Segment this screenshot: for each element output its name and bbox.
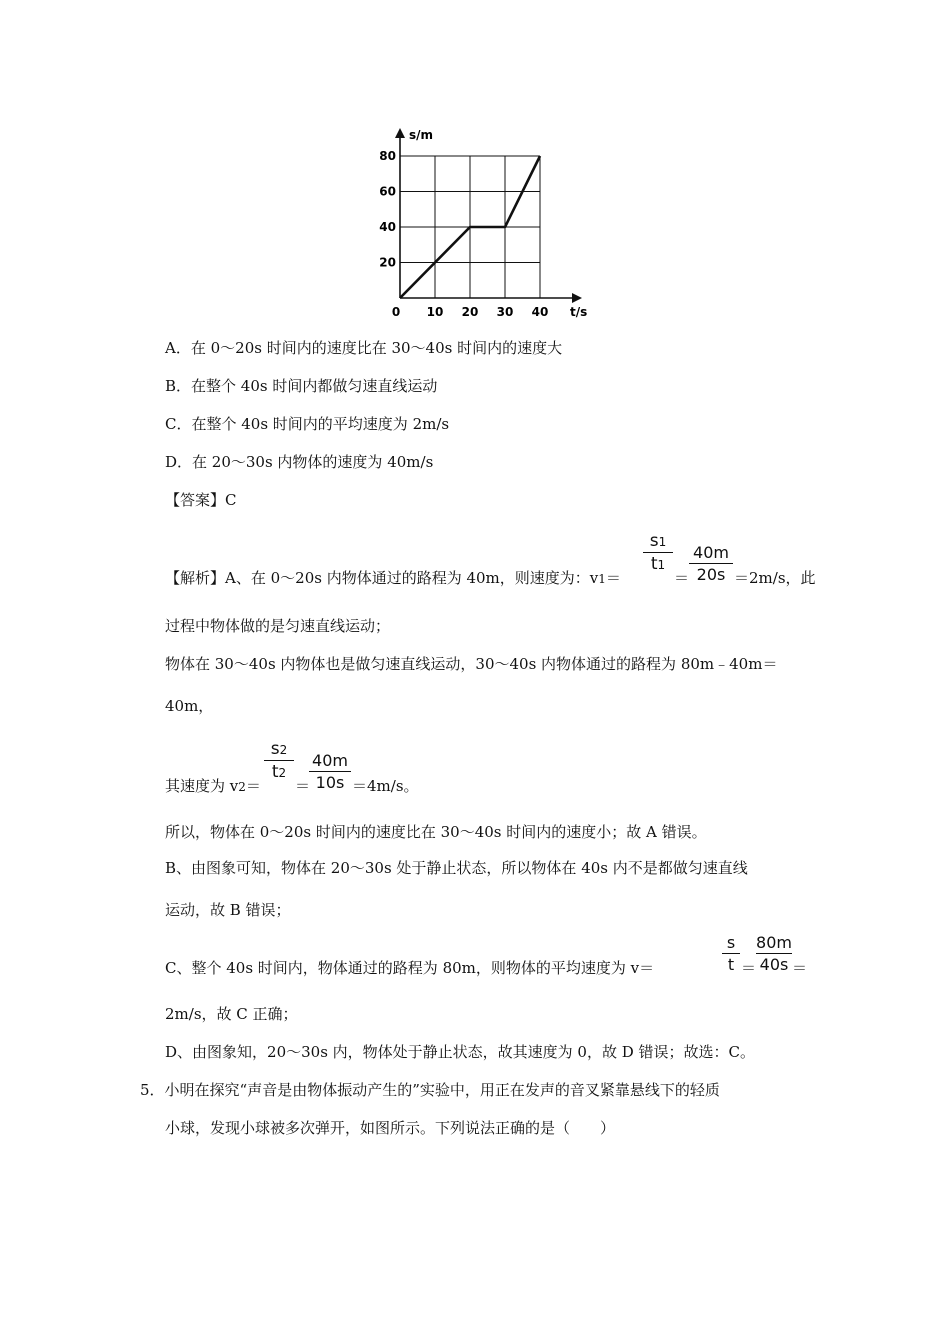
- fraction-numerator: s: [726, 933, 736, 952]
- equals-sign-3: ＝: [792, 959, 808, 977]
- x-tick-label: 20: [461, 305, 479, 319]
- question-5-line-2: 小球，发现小球被多次弹开，如图所示。下列说法正确的是（ ）: [165, 1119, 616, 1137]
- analysis-line-1-text: 【解析】A、在 0～20s 内物体通过的路程为 40m，则速度为：v: [165, 569, 599, 587]
- fraction-numerator: 40m: [312, 751, 348, 770]
- s-t-chart-svg: [360, 120, 600, 325]
- fraction-denominator: 10s: [315, 773, 345, 792]
- analysis-line-4: 40m，: [165, 697, 214, 715]
- v1-subscript: 1: [598, 572, 606, 586]
- y-tick-label: 80: [379, 149, 396, 163]
- option-c: C．在整个 40s 时间内的平均速度为 2m/s: [165, 415, 450, 433]
- x-tick-label: 30: [496, 305, 514, 319]
- analysis-line-5-suffix: [352, 776, 419, 796]
- y-tick-label: 60: [379, 184, 396, 199]
- analysis-line-6: 所以，物体在 0～20s 时间内的速度比在 30～40s 时间内的速度小；故 A 错误。: [165, 823, 707, 841]
- equals-sign: ＝: [639, 959, 655, 977]
- fraction-bar: [264, 760, 294, 761]
- fraction-40m-10s: [309, 751, 351, 792]
- equals-sign-2: ＝: [295, 777, 311, 795]
- fraction-numerator-subscript: 2: [279, 743, 288, 757]
- fraction-numerator: [643, 531, 673, 551]
- x-tick-label: 40: [531, 305, 549, 319]
- analysis-line-9-text: C、整个 40s 时间内，物体通过的路程为 80m，则物体的平均速度为 v: [165, 959, 640, 977]
- fraction-denominator-symbol: t: [271, 762, 279, 782]
- x-tick-label: 0: [391, 305, 401, 319]
- fraction-80m-40s: [756, 933, 792, 974]
- fraction-bar: [309, 771, 351, 772]
- analysis-line-1-prefix: [165, 568, 621, 589]
- analysis-line-5-text: 其速度为 v: [165, 777, 239, 795]
- fraction-numerator-symbol: s: [649, 531, 659, 551]
- v2-subscript: 2: [238, 780, 246, 794]
- option-b: B．在整个 40s 时间内都做匀速直线运动: [165, 377, 438, 395]
- fraction-denominator: [643, 554, 673, 574]
- analysis-line-1-suffix: [734, 568, 816, 588]
- answer-line: 【答案】C: [165, 491, 237, 509]
- fraction-denominator-subscript: 1: [657, 558, 666, 572]
- fraction-denominator-subscript: 2: [278, 766, 287, 780]
- analysis-line-2: 过程中物体做的是匀速直线运动；: [165, 617, 391, 635]
- fraction-s-t: [722, 933, 740, 974]
- equals-sign: ＝: [245, 777, 261, 795]
- analysis-line-11: D、由图象知，20～30s 内，物体处于静止状态，故其速度为 0，故 D 错误；故选：C。: [165, 1043, 756, 1061]
- x-axis-label: t/s: [570, 305, 588, 319]
- fraction-s1-t1: [643, 531, 673, 574]
- y-tick-label: 40: [379, 220, 396, 234]
- equals-sign-2: ＝: [741, 959, 757, 977]
- fraction-bar: [722, 953, 740, 954]
- x-axis-arrow-icon: [572, 293, 582, 303]
- equals-sign-2: ＝: [674, 569, 690, 587]
- analysis-line-10: 2m/s，故 C 正确；: [165, 1005, 298, 1023]
- fraction-s2-t2: [264, 739, 294, 782]
- analysis-line-5-prefix: [165, 776, 261, 797]
- equals-sign: ＝: [605, 569, 621, 587]
- analysis-line-8: 运动，故 B 错误；: [165, 901, 291, 919]
- fraction-numerator-subscript: 1: [658, 535, 667, 549]
- fraction-numerator: 80m: [756, 933, 792, 952]
- x-tick-label: 10: [426, 305, 444, 319]
- fraction-numerator: [264, 739, 294, 759]
- equals-sign-3: ＝: [352, 777, 368, 795]
- fraction-bar: [756, 953, 792, 954]
- fraction-denominator: t: [727, 955, 735, 974]
- analysis-line-9-prefix: [165, 958, 654, 978]
- fraction-denominator: [264, 762, 294, 782]
- fraction-bar: [689, 563, 733, 564]
- option-d: D．在 20～30s 内物体的速度为 40m/s: [165, 453, 434, 471]
- result-text: 2m/s，此: [749, 569, 816, 587]
- option-a: A．在 0～20s 时间内的速度比在 30～40s 时间内的速度大: [165, 339, 563, 357]
- fraction-denominator-symbol: t: [650, 554, 658, 574]
- y-axis-label: s/m: [409, 128, 434, 142]
- s-t-chart: [360, 120, 600, 325]
- result-text: 4m/s。: [367, 777, 419, 795]
- y-axis-arrow-icon: [395, 128, 405, 138]
- fraction-40m-20s: [689, 543, 733, 584]
- analysis-line-3: 物体在 30～40s 内物体也是做匀速直线运动，30～40s 内物体通过的路程为 80m﹣40m＝: [165, 655, 778, 673]
- question-5-line-1: 5．小明在探究“声音是由物体振动产生的”实验中，用正在发声的音叉紧靠悬线下的轻质: [140, 1081, 720, 1099]
- fraction-denominator: 20s: [696, 565, 726, 584]
- fraction-numerator-symbol: s: [270, 739, 280, 759]
- fraction-bar: [643, 552, 673, 553]
- fraction-numerator: 40m: [693, 543, 729, 562]
- y-tick-label: 20: [379, 255, 396, 270]
- fraction-denominator: 40s: [759, 955, 789, 974]
- equals-sign-3: ＝: [734, 569, 750, 587]
- analysis-line-7: B、由图象可知，物体在 20～30s 处于静止状态，所以物体在 40s 内不是都做匀速直线: [165, 859, 748, 877]
